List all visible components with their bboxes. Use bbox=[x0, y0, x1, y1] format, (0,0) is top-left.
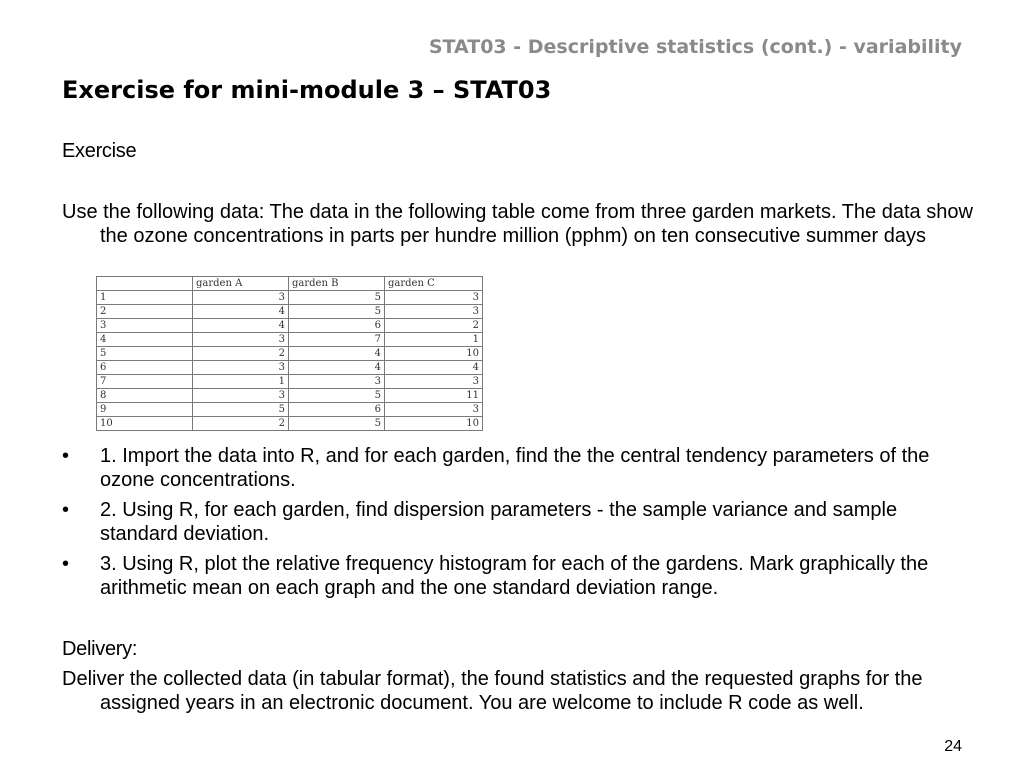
table-cell: 4 bbox=[193, 319, 289, 333]
table-row bbox=[97, 333, 483, 347]
table-cell: 10 bbox=[385, 417, 483, 431]
table-header-cell: garden B bbox=[289, 277, 385, 291]
table-row bbox=[97, 403, 483, 417]
table-cell: 4 bbox=[289, 361, 385, 375]
table-cell: 3 bbox=[193, 389, 289, 403]
table-cell: 3 bbox=[289, 375, 385, 389]
table-cell: 3 bbox=[193, 291, 289, 305]
table-cell: 3 bbox=[385, 403, 483, 417]
bullet-icon: • bbox=[62, 445, 70, 467]
table-cell: 9 bbox=[97, 403, 193, 417]
table-cell: 3 bbox=[385, 305, 483, 319]
task-text: 2. Using R, for each garden, find dispersion parameters - the sample variance and sample standard deviation. bbox=[100, 499, 898, 545]
table-header-cell: garden A bbox=[193, 277, 289, 291]
table-header-cell: garden C bbox=[385, 277, 483, 291]
task-text: 3. Using R, plot the relative frequency histogram for each of the gardens. Mark graphically the arithmetic mean on each graph and the one standard deviation range. bbox=[100, 553, 929, 599]
table-row bbox=[97, 291, 483, 305]
task-item bbox=[62, 444, 962, 492]
table-cell: 1 bbox=[97, 291, 193, 305]
header-title: STAT03 - Descriptive statistics (cont.) - variability bbox=[428, 36, 962, 58]
task-item bbox=[62, 498, 962, 546]
table-cell: 3 bbox=[193, 361, 289, 375]
table-cell: 2 bbox=[97, 305, 193, 319]
table-cell: 1 bbox=[385, 333, 483, 347]
table-cell: 7 bbox=[97, 375, 193, 389]
table-cell: 10 bbox=[385, 347, 483, 361]
table-cell: 5 bbox=[97, 347, 193, 361]
table-cell: 4 bbox=[289, 347, 385, 361]
bullet-icon: • bbox=[62, 499, 70, 521]
task-item bbox=[62, 552, 962, 600]
table-cell: 6 bbox=[289, 403, 385, 417]
table-cell: 7 bbox=[289, 333, 385, 347]
table-row bbox=[97, 361, 483, 375]
table-cell: 3 bbox=[385, 375, 483, 389]
table-cell: 5 bbox=[289, 291, 385, 305]
table-cell: 3 bbox=[97, 319, 193, 333]
table-header-cell bbox=[97, 277, 193, 291]
table-cell: 1 bbox=[193, 375, 289, 389]
table-row bbox=[97, 305, 483, 319]
task-list bbox=[62, 444, 962, 606]
table-cell: 6 bbox=[97, 361, 193, 375]
table-cell: 6 bbox=[289, 319, 385, 333]
table-cell: 5 bbox=[289, 389, 385, 403]
table-cell: 4 bbox=[97, 333, 193, 347]
exercise-intro: Use the following data: The data in the following table come from three garden markets. The data show the ozone concentrations in parts per hundre million (pphm) on ten consecutive summer days bbox=[62, 201, 973, 247]
table-cell: 4 bbox=[193, 305, 289, 319]
table-cell: 11 bbox=[385, 389, 483, 403]
page-number: 24 bbox=[944, 738, 962, 755]
table-header-row bbox=[97, 277, 483, 291]
table-row bbox=[97, 319, 483, 333]
task-text: 1. Import the data into R, and for each garden, find the the central tendency parameters of the ozone concentrations. bbox=[100, 445, 930, 491]
table-cell: 10 bbox=[97, 417, 193, 431]
table-cell: 5 bbox=[289, 305, 385, 319]
table-row bbox=[97, 375, 483, 389]
slide-title: Exercise for mini-module 3 – STAT03 bbox=[62, 76, 552, 104]
table-cell: 2 bbox=[193, 417, 289, 431]
table-cell: 3 bbox=[193, 333, 289, 347]
bullet-icon: • bbox=[62, 553, 70, 575]
delivery-text: Deliver the collected data (in tabular format), the found statistics and the requested graphs for the assigned years in an electronic document. You are welcome to include R code as well. bbox=[62, 668, 923, 714]
table-cell: 8 bbox=[97, 389, 193, 403]
ozone-data-table bbox=[96, 276, 483, 431]
table-cell: 5 bbox=[289, 417, 385, 431]
table-row bbox=[97, 347, 483, 361]
table-row bbox=[97, 389, 483, 403]
table-cell: 2 bbox=[385, 319, 483, 333]
table-row bbox=[97, 417, 483, 431]
table-cell: 5 bbox=[193, 403, 289, 417]
table-cell: 2 bbox=[193, 347, 289, 361]
table-cell: 3 bbox=[385, 291, 483, 305]
table-cell: 4 bbox=[385, 361, 483, 375]
exercise-heading: Exercise bbox=[62, 140, 137, 162]
delivery-heading: Delivery: bbox=[62, 638, 138, 660]
